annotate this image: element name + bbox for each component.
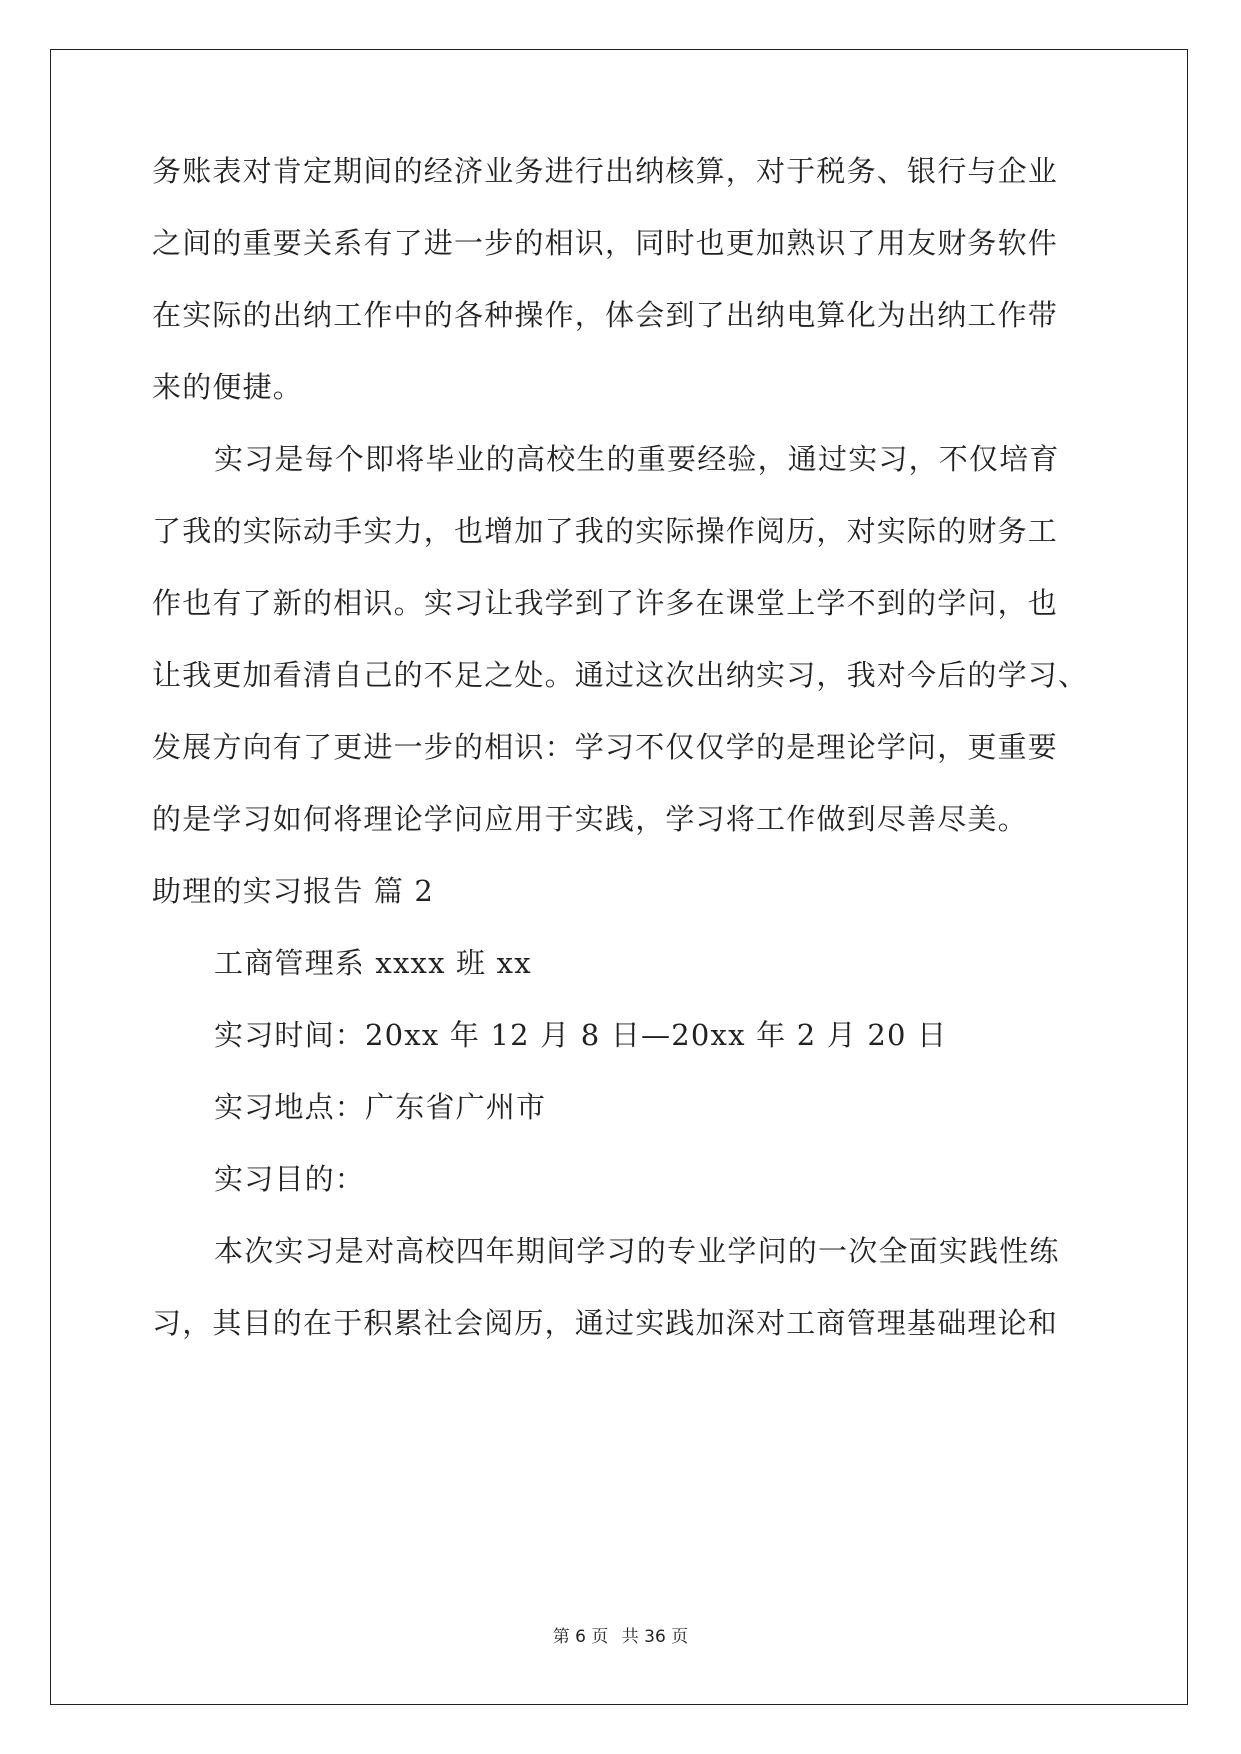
paragraph-line: 务账表对肯定期间的经济业务进行出纳核算，对于税务、银行与企业 (152, 154, 1059, 188)
paragraph-line: 作也有了新的相识。实习让我学到了许多在课堂上学不到的学问，也 (152, 586, 1059, 620)
paragraph-line: 实习是每个即将毕业的高校生的重要经验，通过实习，不仅培育 (214, 442, 1060, 476)
section-heading: 助理的实习报告 篇 2 (152, 874, 435, 908)
page-number: 第 6 页 (552, 1627, 609, 1647)
paragraph-line: 习，其目的在于积累社会阅历，通过实践加深对工商管理基础理论和 (152, 1306, 1059, 1340)
paragraph-line: 来的便捷。 (152, 370, 304, 404)
internship-time: 实习时间：20xx 年 12 月 8 日—20xx 年 2 月 20 日 (214, 1018, 948, 1052)
paragraph-line: 在实际的出纳工作中的各种操作，体会到了出纳电算化为出纳工作带 (152, 298, 1059, 332)
paragraph-line: 发展方向有了更进一步的相识：学习不仅仅学的是理论学问，更重要 (152, 730, 1059, 764)
paragraph-line: 的是学习如何将理论学问应用于实践，学习将工作做到尽善尽美。 (152, 802, 1028, 836)
internship-location: 实习地点：广东省广州市 (214, 1090, 547, 1124)
paragraph-line: 让我更加看清自己的不足之处。通过这次出纳实习，我对今后的学习、 (152, 658, 1089, 692)
internship-purpose-heading: 实习目的： (214, 1162, 366, 1196)
class-info: 工商管理系 xxxx 班 xx (214, 946, 532, 980)
paragraph-line: 本次实习是对高校四年期间学习的专业学问的一次全面实践性练 (214, 1234, 1060, 1268)
total-pages: 共 36 页 (621, 1627, 689, 1647)
page-footer (0, 1622, 1241, 1647)
paragraph-line: 之间的重要关系有了进一步的相识，同时也更加熟识了用友财务软件 (152, 226, 1059, 260)
paragraph-line: 了我的实际动手实力，也增加了我的实际操作阅历，对实际的财务工 (152, 514, 1059, 548)
